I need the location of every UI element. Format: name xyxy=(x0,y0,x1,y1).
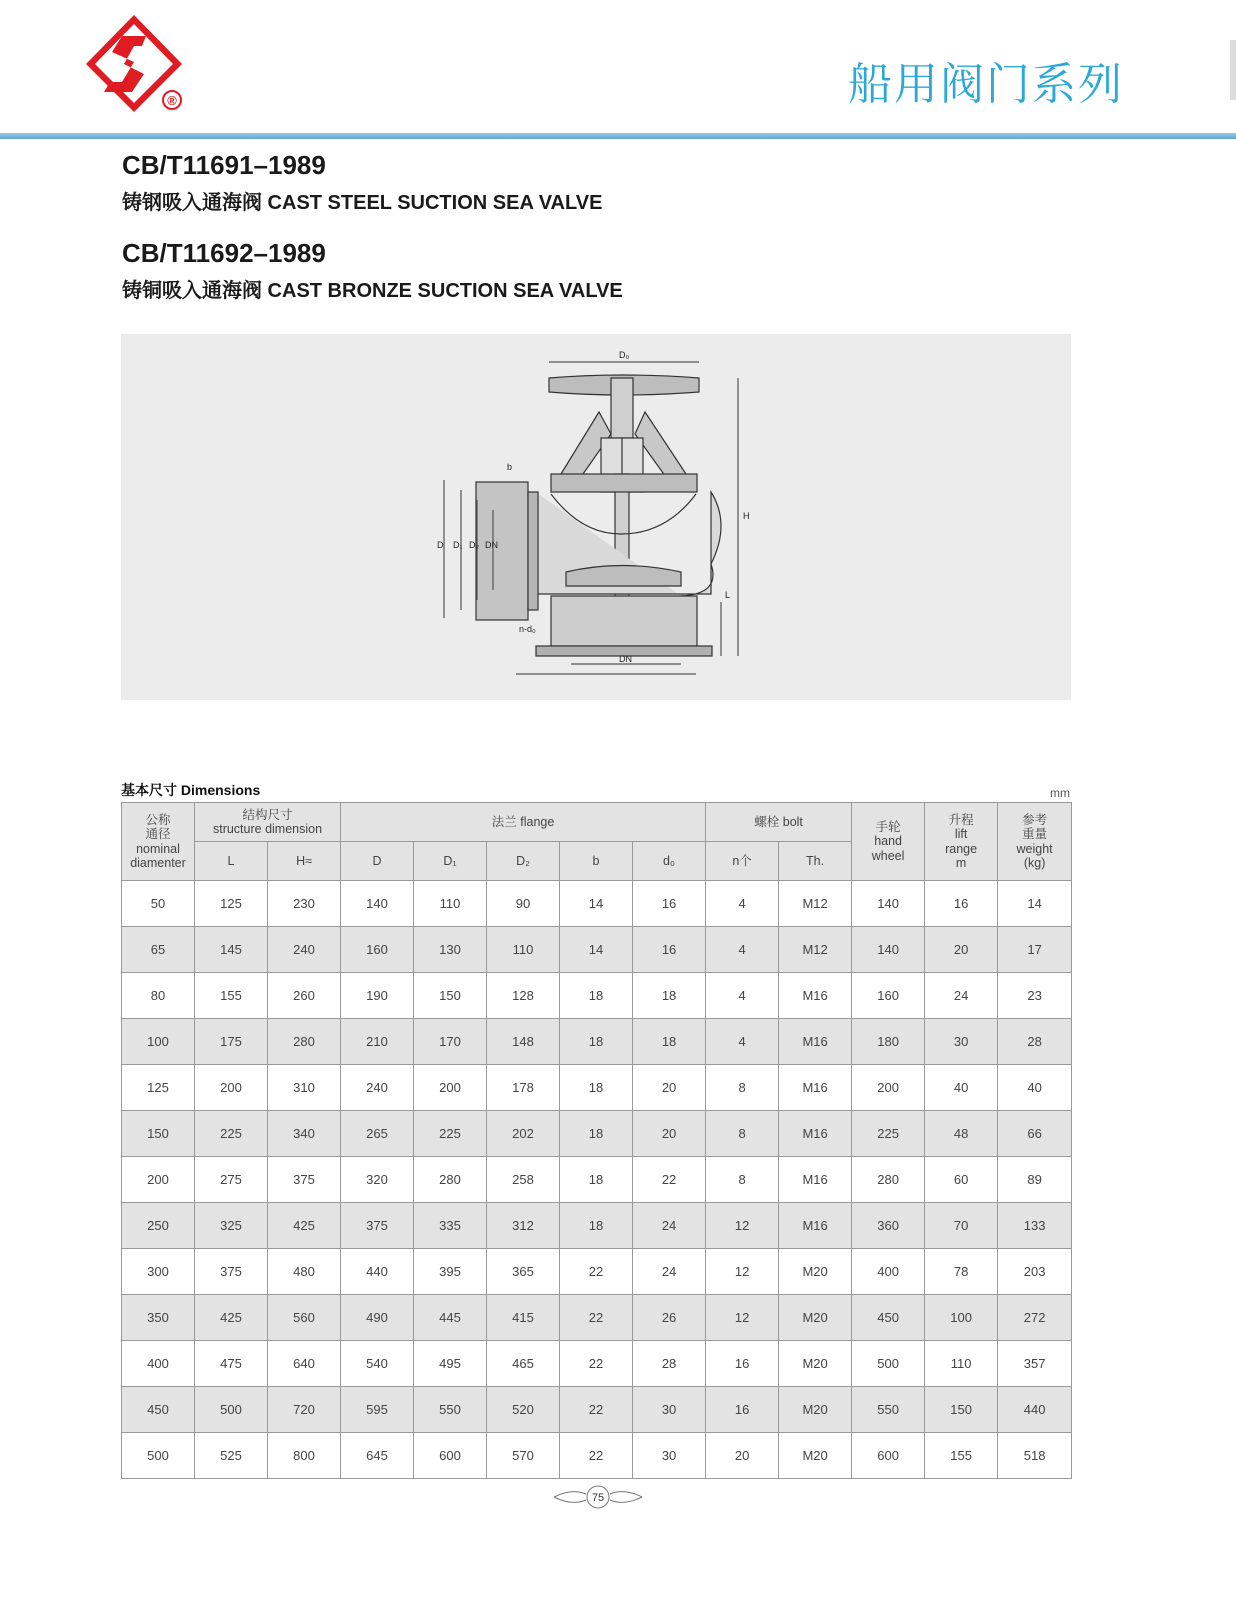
table-cell: 18 xyxy=(560,1065,633,1111)
label-d1: D₁ xyxy=(453,540,463,550)
table-cell: 90 xyxy=(487,881,560,927)
table-cell: 210 xyxy=(341,1019,414,1065)
table-cell: 22 xyxy=(633,1157,706,1203)
table-cell: 720 xyxy=(268,1387,341,1433)
table-cell: 260 xyxy=(268,973,341,1019)
standard-name-1: 铸钢吸入通海阀 CAST STEEL SUCTION SEA VALVE xyxy=(122,192,603,214)
table-cell: 22 xyxy=(560,1341,633,1387)
table-cell: 258 xyxy=(487,1157,560,1203)
series-title: 船用阀门系列 xyxy=(848,59,1124,110)
table-cell: 240 xyxy=(341,1065,414,1111)
table-cell: 320 xyxy=(341,1157,414,1203)
table-cell: 178 xyxy=(487,1065,560,1111)
table-cell: 325 xyxy=(195,1203,268,1249)
col-th: Th. xyxy=(779,842,852,881)
table-cell: 40 xyxy=(998,1065,1072,1111)
col-b: b xyxy=(560,842,633,881)
table-cell: 250 xyxy=(122,1203,195,1249)
table-cell: 550 xyxy=(852,1387,925,1433)
table-cell: 525 xyxy=(195,1433,268,1479)
table-cell: 400 xyxy=(122,1341,195,1387)
col-h: H≈ xyxy=(268,842,341,881)
table-cell: 150 xyxy=(925,1387,998,1433)
table-row xyxy=(122,1433,1072,1479)
table-cell: M16 xyxy=(779,1111,852,1157)
table-cell: 18 xyxy=(560,1157,633,1203)
table-cell: 272 xyxy=(998,1295,1072,1341)
table-row xyxy=(122,1341,1072,1387)
table-cell: 175 xyxy=(195,1019,268,1065)
table-cell: 22 xyxy=(560,1387,633,1433)
table-cell: 800 xyxy=(268,1433,341,1479)
table-cell: 22 xyxy=(560,1295,633,1341)
table-cell: 12 xyxy=(706,1295,779,1341)
table-cell: 395 xyxy=(414,1249,487,1295)
label-dn-bottom: DN xyxy=(619,654,632,664)
table-cell: 180 xyxy=(852,1019,925,1065)
table-cell: 110 xyxy=(487,927,560,973)
table-cell: 18 xyxy=(560,973,633,1019)
table-cell: 140 xyxy=(852,881,925,927)
table-cell: 150 xyxy=(414,973,487,1019)
table-cell: M20 xyxy=(779,1387,852,1433)
standard-code-2: CB/T11692–1989 xyxy=(122,238,326,268)
table-cell: 148 xyxy=(487,1019,560,1065)
table-cell: 24 xyxy=(633,1203,706,1249)
table-row xyxy=(122,1065,1072,1111)
table-cell: 26 xyxy=(633,1295,706,1341)
table-cell: 495 xyxy=(414,1341,487,1387)
table-cell: 645 xyxy=(341,1433,414,1479)
table-cell: 280 xyxy=(852,1157,925,1203)
page-number: 75 xyxy=(591,1492,605,1504)
table-cell: 265 xyxy=(341,1111,414,1157)
table-cell: 4 xyxy=(706,973,779,1019)
table-cell: 24 xyxy=(925,973,998,1019)
table-row xyxy=(122,1157,1072,1203)
table-cell: 540 xyxy=(341,1341,414,1387)
col-structure: 结构尺寸 structure dimension xyxy=(195,803,341,842)
table-cell: 125 xyxy=(195,881,268,927)
table-cell: 125 xyxy=(122,1065,195,1111)
unit-label: mm xyxy=(1050,786,1070,800)
table-cell: 475 xyxy=(195,1341,268,1387)
table-cell: 110 xyxy=(414,881,487,927)
table-row xyxy=(122,973,1072,1019)
table-cell: 440 xyxy=(341,1249,414,1295)
table-cell: 350 xyxy=(122,1295,195,1341)
table-cell: 600 xyxy=(414,1433,487,1479)
table-cell: 190 xyxy=(341,973,414,1019)
table-cell: 200 xyxy=(195,1065,268,1111)
label-nd: n-d₀ xyxy=(519,624,536,634)
table-row xyxy=(122,1019,1072,1065)
standard-name-2: 铸铜吸入通海阀 CAST BRONZE SUCTION SEA VALVE xyxy=(122,280,623,302)
valve-drawing xyxy=(121,334,1071,700)
table-cell: 200 xyxy=(122,1157,195,1203)
table-cell: 140 xyxy=(852,927,925,973)
table-cell: 14 xyxy=(560,881,633,927)
page-edge-bar xyxy=(1230,40,1236,100)
table-cell: 155 xyxy=(925,1433,998,1479)
registered-mark: ® xyxy=(167,93,177,108)
table-body xyxy=(122,881,1072,1479)
table-cell: 300 xyxy=(122,1249,195,1295)
table-cell: 480 xyxy=(268,1249,341,1295)
table-row xyxy=(122,1203,1072,1249)
col-d2: D₂ xyxy=(487,842,560,881)
table-cell: 22 xyxy=(560,1249,633,1295)
table-cell: 18 xyxy=(560,1111,633,1157)
table-cell: 16 xyxy=(706,1387,779,1433)
label-l: L xyxy=(725,590,731,600)
table-row xyxy=(122,1295,1072,1341)
table-cell: M20 xyxy=(779,1433,852,1479)
table-cell: 595 xyxy=(341,1387,414,1433)
table-cell: 18 xyxy=(560,1203,633,1249)
table-cell: 500 xyxy=(195,1387,268,1433)
table-cell: 312 xyxy=(487,1203,560,1249)
table-cell: 365 xyxy=(487,1249,560,1295)
label-dn-side: DN xyxy=(485,540,498,550)
table-cell: 570 xyxy=(487,1433,560,1479)
dimensions-title: 基本尺寸 Dimensions xyxy=(121,782,261,798)
table-cell: 20 xyxy=(633,1065,706,1111)
col-d1: D₁ xyxy=(414,842,487,881)
table-cell: 335 xyxy=(414,1203,487,1249)
table-cell: 357 xyxy=(998,1341,1072,1387)
table-cell: 465 xyxy=(487,1341,560,1387)
valve-drawing-panel xyxy=(121,334,1071,700)
table-cell: 490 xyxy=(341,1295,414,1341)
label-b: b xyxy=(507,462,513,472)
col-flange: 法兰 flange xyxy=(341,803,706,842)
table-cell: 28 xyxy=(633,1341,706,1387)
table-cell: 40 xyxy=(925,1065,998,1111)
table-cell: 160 xyxy=(341,927,414,973)
table-cell: 400 xyxy=(852,1249,925,1295)
table-cell: 310 xyxy=(268,1065,341,1111)
col-l: L xyxy=(195,842,268,881)
table-cell: 50 xyxy=(122,881,195,927)
col-d0: d₀ xyxy=(633,842,706,881)
table-cell: 550 xyxy=(414,1387,487,1433)
table-cell: M12 xyxy=(779,927,852,973)
table-cell: 203 xyxy=(998,1249,1072,1295)
table-cell: 65 xyxy=(122,927,195,973)
table-cell: 100 xyxy=(122,1019,195,1065)
table-cell: 22 xyxy=(560,1433,633,1479)
table-cell: 80 xyxy=(122,973,195,1019)
table-cell: 110 xyxy=(925,1341,998,1387)
table-cell: 20 xyxy=(925,927,998,973)
table-cell: 445 xyxy=(414,1295,487,1341)
table-row xyxy=(122,1249,1072,1295)
table-cell: 640 xyxy=(268,1341,341,1387)
label-d2: D₂ xyxy=(469,540,479,550)
standard-code-1: CB/T11691–1989 xyxy=(122,150,326,180)
label-h: H xyxy=(743,511,750,521)
table-cell: 30 xyxy=(925,1019,998,1065)
table-cell: 4 xyxy=(706,927,779,973)
table-cell: 130 xyxy=(414,927,487,973)
table-cell: 160 xyxy=(852,973,925,1019)
col-d: D xyxy=(341,842,414,881)
table-cell: 150 xyxy=(122,1111,195,1157)
table-cell: 225 xyxy=(414,1111,487,1157)
table-cell: 70 xyxy=(925,1203,998,1249)
table-cell: 30 xyxy=(633,1387,706,1433)
table-cell: 200 xyxy=(414,1065,487,1111)
table-cell: 17 xyxy=(998,927,1072,973)
table-cell: 16 xyxy=(633,881,706,927)
table-cell: 600 xyxy=(852,1433,925,1479)
col-n: n个 xyxy=(706,842,779,881)
table-cell: M20 xyxy=(779,1341,852,1387)
table-cell: M12 xyxy=(779,881,852,927)
table-cell: 30 xyxy=(633,1433,706,1479)
table-cell: 16 xyxy=(633,927,706,973)
table-cell: 375 xyxy=(195,1249,268,1295)
table-cell: M16 xyxy=(779,1203,852,1249)
table-cell: 8 xyxy=(706,1111,779,1157)
dimensions-table xyxy=(121,802,1072,1479)
table-cell: 23 xyxy=(998,973,1072,1019)
header-divider xyxy=(0,133,1236,139)
table-cell: 340 xyxy=(268,1111,341,1157)
table-cell: 12 xyxy=(706,1203,779,1249)
col-lift: 升程 lift range m xyxy=(925,803,998,881)
table-cell: M16 xyxy=(779,1157,852,1203)
table-cell: 145 xyxy=(195,927,268,973)
table-cell: 48 xyxy=(925,1111,998,1157)
table-cell: 170 xyxy=(414,1019,487,1065)
table-cell: 60 xyxy=(925,1157,998,1203)
table-cell: 560 xyxy=(268,1295,341,1341)
table-cell: 4 xyxy=(706,881,779,927)
table-cell: 8 xyxy=(706,1157,779,1203)
table-cell: 14 xyxy=(998,881,1072,927)
table-cell: 518 xyxy=(998,1433,1072,1479)
table-cell: M16 xyxy=(779,1019,852,1065)
table-cell: M20 xyxy=(779,1249,852,1295)
table-cell: 240 xyxy=(268,927,341,973)
table-cell: 18 xyxy=(633,1019,706,1065)
page-number-ornament xyxy=(552,1484,644,1510)
table-cell: 440 xyxy=(998,1387,1072,1433)
table-cell: 375 xyxy=(268,1157,341,1203)
col-bolt: 螺栓 bolt xyxy=(706,803,852,842)
table-cell: 200 xyxy=(852,1065,925,1111)
table-cell: 133 xyxy=(998,1203,1072,1249)
table-cell: 8 xyxy=(706,1065,779,1111)
table-cell: M20 xyxy=(779,1295,852,1341)
table-cell: 16 xyxy=(925,881,998,927)
table-row xyxy=(122,927,1072,973)
table-cell: 20 xyxy=(633,1111,706,1157)
table-cell: 450 xyxy=(852,1295,925,1341)
table-row xyxy=(122,881,1072,927)
table-cell: 18 xyxy=(633,973,706,1019)
table-cell: 360 xyxy=(852,1203,925,1249)
table-cell: 89 xyxy=(998,1157,1072,1203)
label-d0: D₀ xyxy=(619,350,630,360)
table-cell: 100 xyxy=(925,1295,998,1341)
col-hand-wheel: 手轮 hand wheel xyxy=(852,803,925,881)
table-cell: 415 xyxy=(487,1295,560,1341)
table-cell: 280 xyxy=(414,1157,487,1203)
col-weight: 参考 重量 weight (kg) xyxy=(998,803,1072,881)
table-cell: 18 xyxy=(560,1019,633,1065)
table-cell: 4 xyxy=(706,1019,779,1065)
table-cell: 155 xyxy=(195,973,268,1019)
table-cell: 280 xyxy=(268,1019,341,1065)
table-cell: 20 xyxy=(706,1433,779,1479)
table-cell: M16 xyxy=(779,973,852,1019)
table-cell: 225 xyxy=(195,1111,268,1157)
table-cell: 450 xyxy=(122,1387,195,1433)
table-cell: 24 xyxy=(633,1249,706,1295)
table-cell: M16 xyxy=(779,1065,852,1111)
table-cell: 16 xyxy=(706,1341,779,1387)
table-cell: 500 xyxy=(852,1341,925,1387)
table-cell: 140 xyxy=(341,881,414,927)
col-nominal: 公称 通径 nominal diamenter xyxy=(122,803,195,881)
table-cell: 275 xyxy=(195,1157,268,1203)
label-d: D xyxy=(437,540,444,550)
table-cell: 66 xyxy=(998,1111,1072,1157)
table-cell: 12 xyxy=(706,1249,779,1295)
table-cell: 425 xyxy=(195,1295,268,1341)
table-row xyxy=(122,1111,1072,1157)
table-cell: 202 xyxy=(487,1111,560,1157)
table-cell: 425 xyxy=(268,1203,341,1249)
table-cell: 28 xyxy=(998,1019,1072,1065)
table-cell: 500 xyxy=(122,1433,195,1479)
table-cell: 14 xyxy=(560,927,633,973)
table-cell: 520 xyxy=(487,1387,560,1433)
table-row xyxy=(122,1387,1072,1433)
table-cell: 225 xyxy=(852,1111,925,1157)
table-cell: 375 xyxy=(341,1203,414,1249)
table-cell: 230 xyxy=(268,881,341,927)
table-cell: 78 xyxy=(925,1249,998,1295)
brand-logo xyxy=(82,12,192,116)
table-cell: 128 xyxy=(487,973,560,1019)
